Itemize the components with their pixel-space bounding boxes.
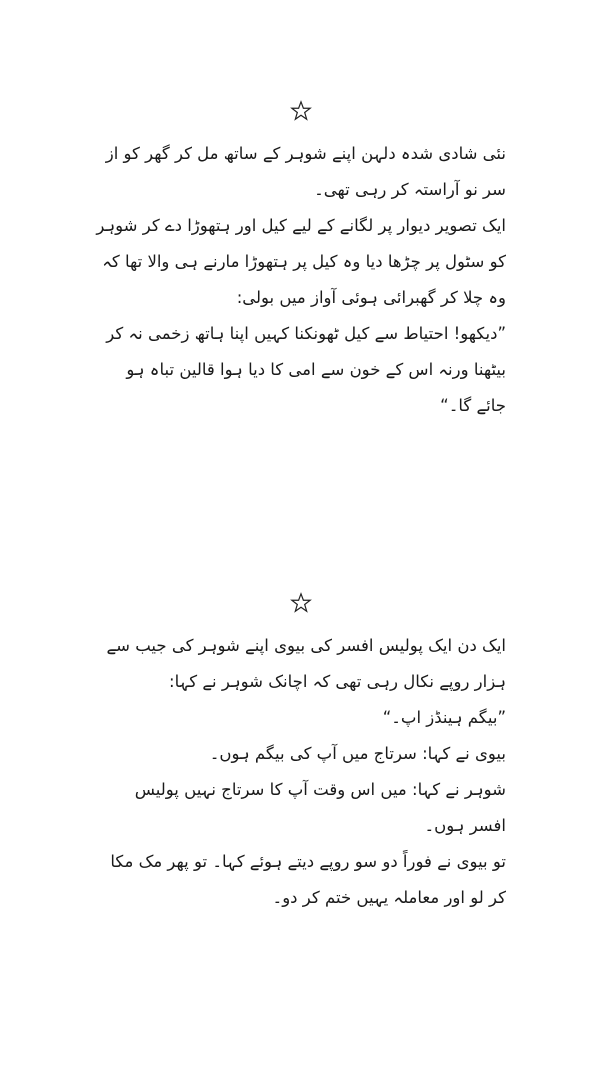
paragraph: ”دیکھو! احتیاط سے کیل ٹھونکنا کہیں اپنا ہاتھ زخمی نہ کر بیٹھنا ورنہ اس کے خون سے امی کا دیا ہوا قالین تباہ ہو جائے گا۔“ (106, 324, 506, 415)
paragraph: تو بیوی نے فوراً دو سو روپے دیتے ہوئے کہا۔ تو پھر مک مکا کر لو اور معاملہ یہیں ختم کر دو۔ (110, 852, 506, 907)
joke-section-1 (96, 100, 506, 424)
star-outline-icon (290, 592, 312, 614)
paragraph: شوہر نے کہا: میں اس وقت آپ کا سرتاج نہیں پولیس افسر ہوں۔ (134, 780, 506, 835)
star-outline-icon (290, 100, 312, 122)
paragraph: ایک دن ایک پولیس افسر کی بیوی اپنے شوہر کی جیب سے ہزار روپے نکال رہی تھی کہ اچانک شوہر نے کہا: (106, 636, 506, 691)
paragraph: ”بیگم ہینڈز اپ۔“ (382, 708, 506, 727)
paragraph: نئی شادی شدہ دلہن اپنے شوہر کے ساتھ مل کر گھر کو از سر نو آراستہ کر رہی تھی۔ (105, 144, 506, 199)
paragraph: ایک تصویر دیوار پر لگانے کے لیے کیل اور ہتھوڑا دے کر شوہر کو سٹول پر چڑھا دیا وہ کیل پر ہتھوڑا مارنے ہی والا تھا کہ وہ چلا کر گھبرائی ہوئی آواز میں بولی: (96, 216, 506, 307)
joke-section-2 (96, 592, 506, 916)
paragraph: بیوی نے کہا: سرتاج میں آپ کی بیگم ہوں۔ (209, 744, 506, 763)
